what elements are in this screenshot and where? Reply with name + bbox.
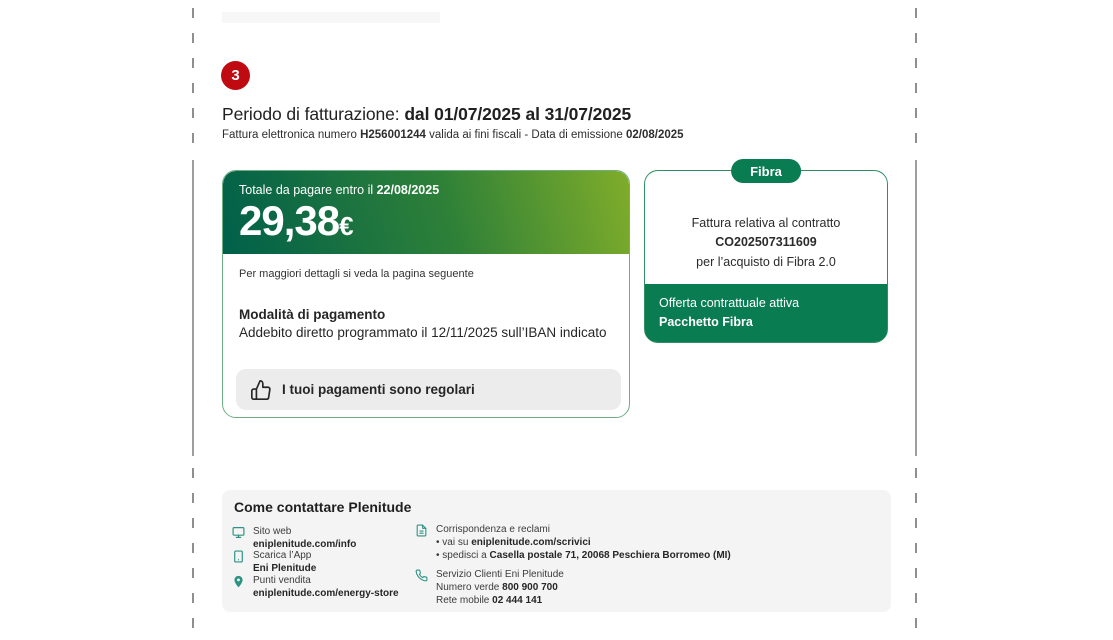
due-date-line — [239, 183, 613, 197]
billing-period-label: Periodo di fatturazione: — [222, 104, 405, 124]
contract-info — [645, 171, 887, 272]
emission-date: 02/08/2025 — [626, 129, 684, 141]
customer-service-title: Servizio Clienti Eni Plenitude — [436, 569, 564, 580]
payment-summary-card — [222, 170, 630, 418]
payments-status-box — [236, 369, 621, 410]
payment-method-title: Modalità di pagamento — [239, 307, 386, 322]
stores-label: Punti vendita — [253, 575, 311, 586]
fibra-badge: Fibra — [731, 159, 801, 183]
contact-item-website — [232, 525, 356, 551]
thumbs-up-icon — [250, 379, 272, 401]
website-url: eniplenitude.com/info — [253, 539, 357, 550]
payment-method-text: Addebito diretto programmato il 12/11/2025 sull’IBAN indicato — [239, 325, 607, 340]
right-dashed-line-bottom — [915, 468, 917, 634]
invoice-info-middle: valida ai fini fiscali - Data di emissione — [425, 129, 627, 141]
billing-period-dates: dal 01/07/2025 al 31/07/2025 — [404, 104, 632, 124]
invoice-number: H256001244 — [360, 129, 426, 141]
correspondence-bullet1-prefix: • vai su — [436, 537, 472, 548]
phone-icon — [415, 569, 428, 582]
mobile-number: 02 444 141 — [492, 595, 543, 606]
left-dashed-line-top — [192, 8, 194, 154]
due-date: 22/08/2025 — [376, 183, 440, 197]
total-amount — [239, 197, 613, 244]
right-crop-marks — [915, 0, 917, 640]
contact-item-correspondence — [415, 523, 731, 562]
billing-period-heading — [222, 104, 631, 125]
left-crop-marks — [192, 0, 194, 640]
contact-item-stores — [232, 574, 399, 600]
payment-method-block — [239, 307, 613, 340]
left-dashed-line-bottom — [192, 468, 194, 634]
right-dashed-line-top — [915, 8, 917, 154]
contract-line1: Fattura relativa al contratto — [691, 216, 841, 230]
correspondence-url: eniplenitude.com/scrivici — [471, 537, 591, 548]
currency-symbol: € — [339, 211, 353, 241]
details-note: Per maggiori dettagli si veda la pagina seguente — [239, 268, 474, 280]
mobile-label: Rete mobile — [436, 595, 493, 606]
contract-card — [644, 163, 888, 343]
document-icon — [415, 524, 428, 537]
step-number-badge — [221, 61, 250, 90]
stores-url: eniplenitude.com/energy-store — [253, 588, 399, 599]
active-offer-label: Offerta contrattuale attiva — [659, 296, 800, 310]
monitor-icon — [232, 526, 245, 539]
amount-value: 29,38 — [239, 197, 340, 244]
invoice-info-prefix: Fattura elettronica numero — [222, 129, 361, 141]
contact-section-title: Come contattare Plenitude — [234, 499, 412, 515]
active-offer-footer — [645, 284, 887, 342]
invoice-info-line — [222, 129, 684, 141]
left-solid-line — [192, 160, 194, 456]
contact-section — [222, 490, 891, 612]
map-pin-icon — [232, 575, 245, 588]
payment-card-header — [223, 171, 629, 254]
redacted-bar — [222, 12, 440, 23]
contract-line3: per l’acquisto di Fibra 2.0 — [696, 254, 836, 269]
website-label: Sito web — [253, 526, 292, 537]
app-name: Eni Plenitude — [253, 563, 317, 574]
tollfree-number: 800 900 700 — [502, 582, 558, 593]
smartphone-icon — [232, 550, 245, 563]
correspondence-address: Casella postale 71, 20068 Peschiera Borromeo (MI) — [489, 550, 731, 561]
payments-status-label: I tuoi pagamenti sono regolari — [282, 382, 475, 397]
right-solid-line — [915, 160, 917, 456]
due-date-label: Totale da pagare entro il — [239, 183, 377, 197]
correspondence-title: Corrispondenza e reclami — [436, 524, 550, 535]
correspondence-bullet2-prefix: • spedisci a — [436, 550, 490, 561]
contract-number: CO202507311609 — [715, 235, 817, 250]
active-offer-name: Pacchetto Fibra — [659, 314, 753, 329]
contact-item-app — [232, 549, 316, 575]
contact-item-customer-service — [415, 568, 564, 607]
step-number: 3 — [231, 67, 240, 84]
app-label: Scarica l’App — [253, 550, 312, 561]
tollfree-label: Numero verde — [436, 582, 503, 593]
